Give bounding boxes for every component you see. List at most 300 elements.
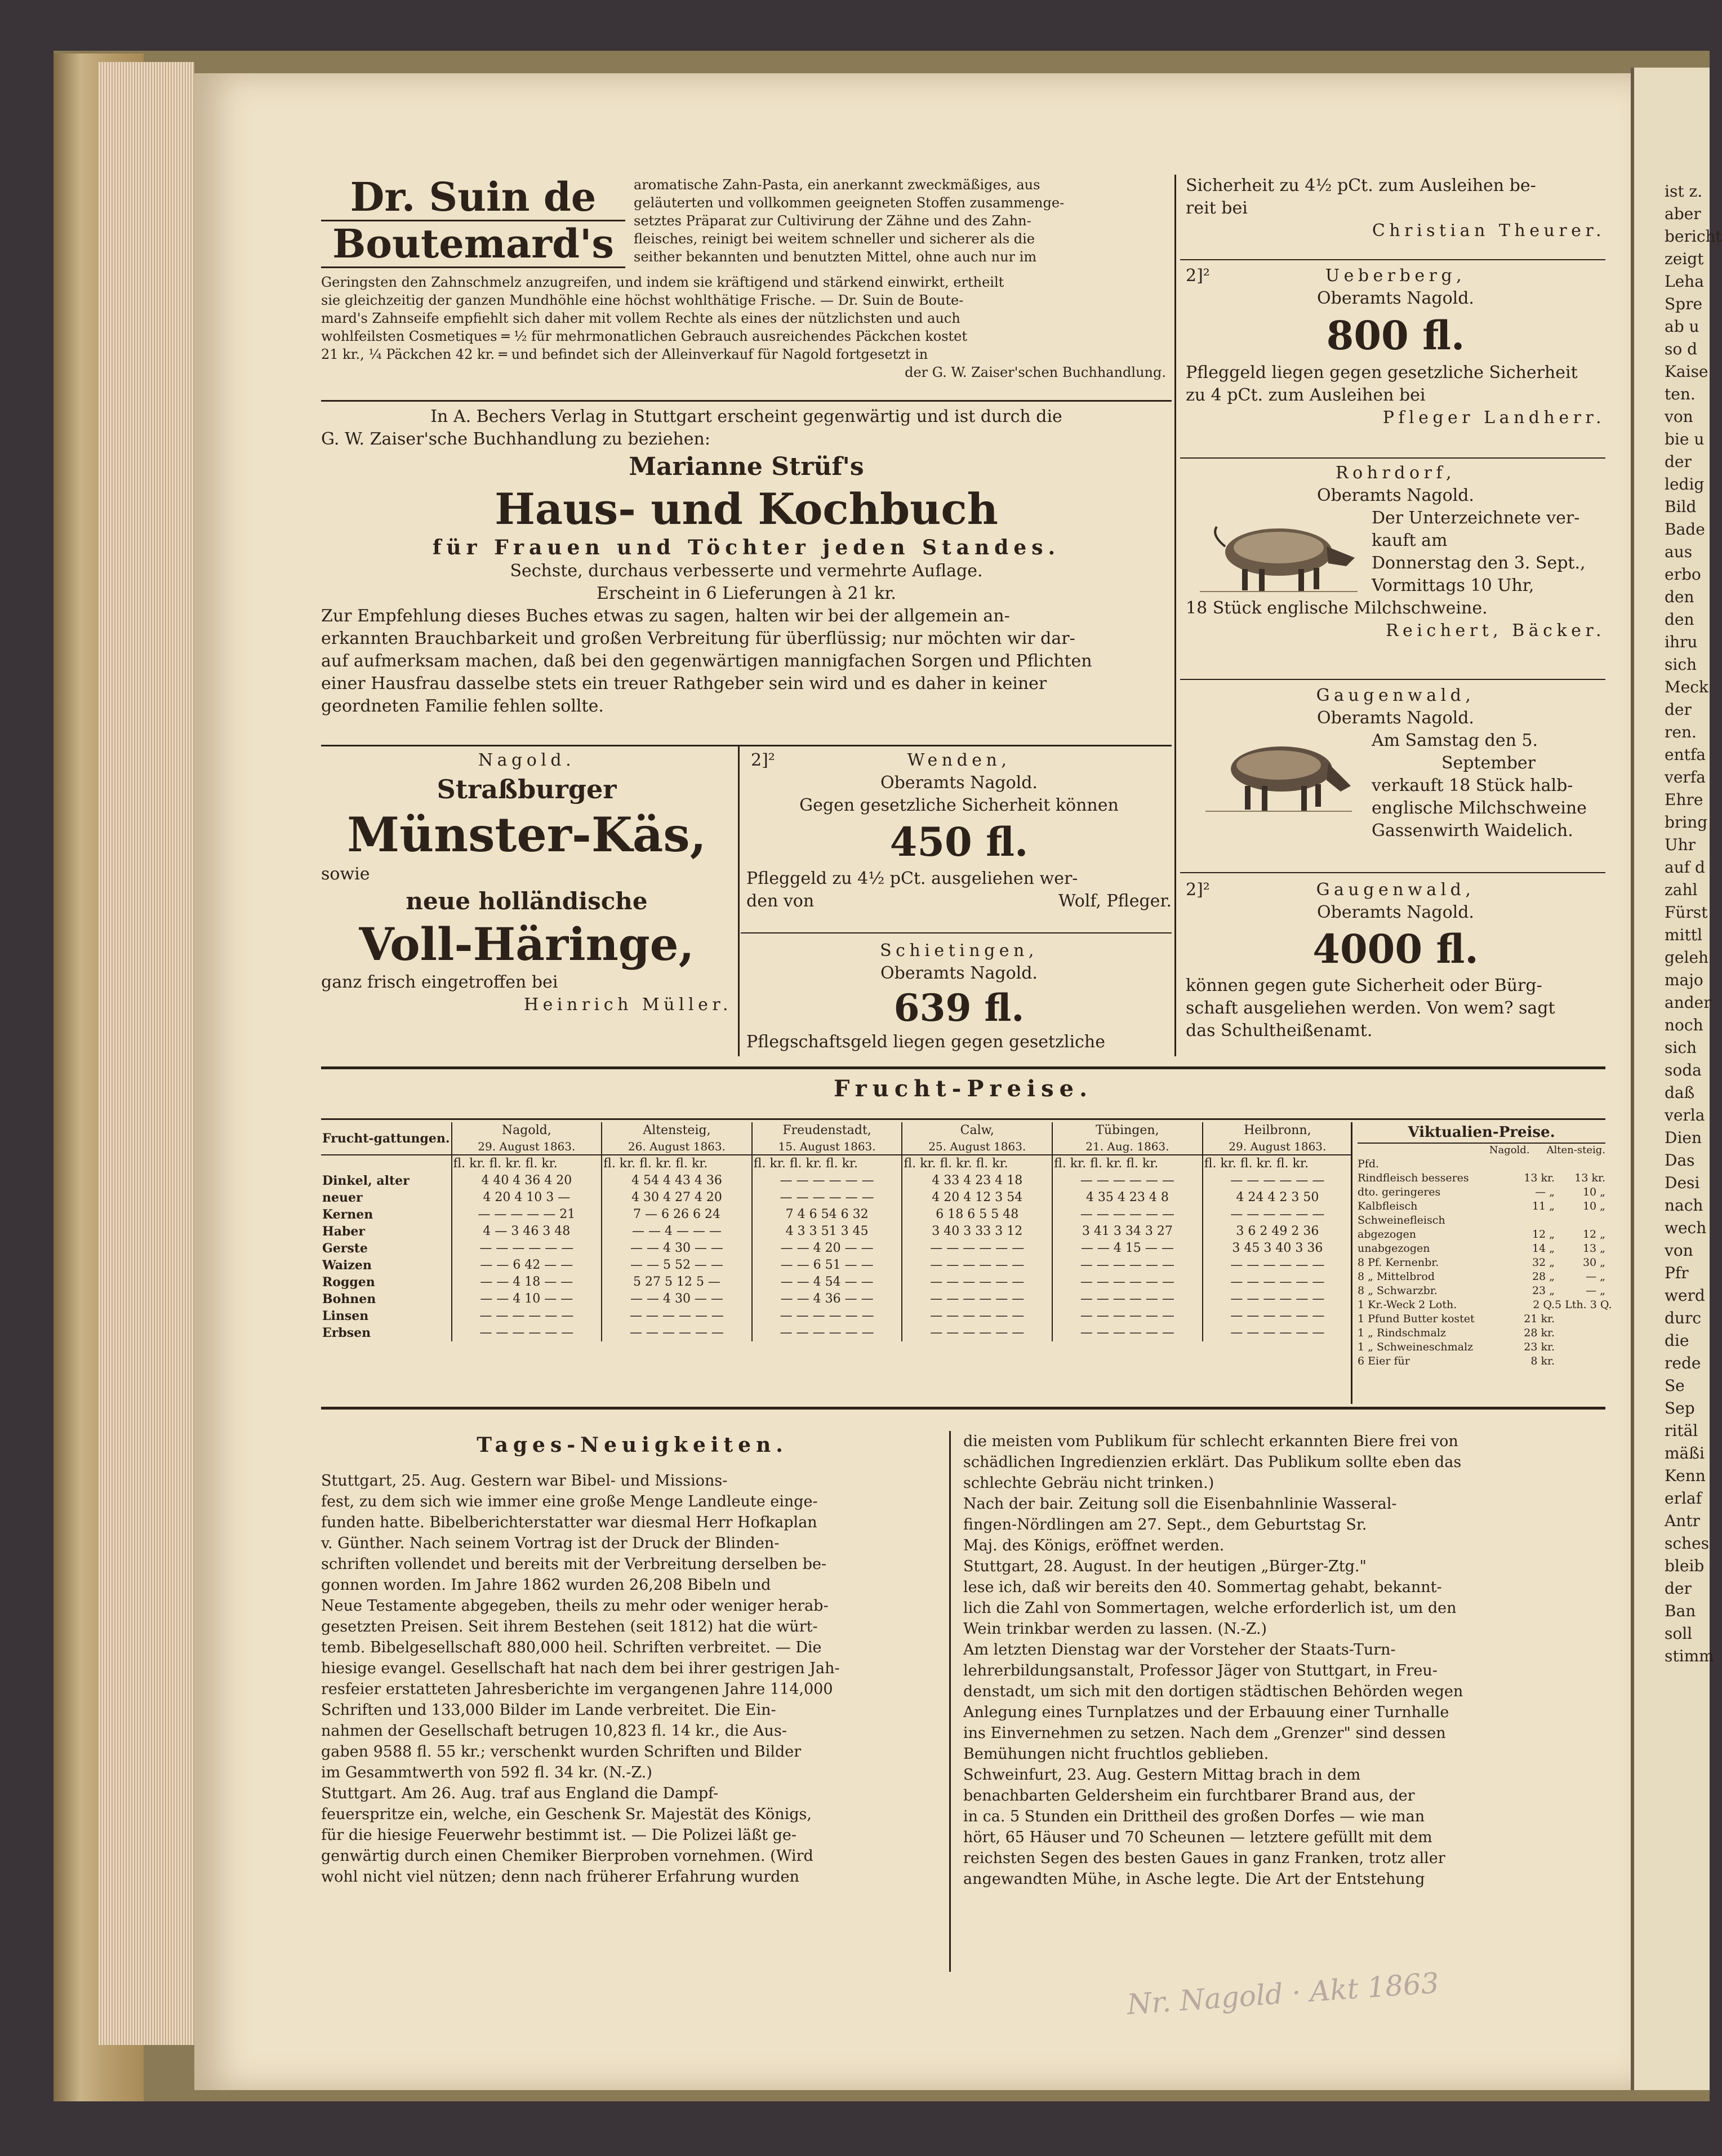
viktual-head: Nagold. [1489,1144,1530,1156]
gaugenwald1-office: Oberamts Nagold. [1317,708,1474,728]
viktual-cell: 1 „ Rindschmalz [1358,1327,1446,1339]
next-page-line: entfa [1665,745,1706,764]
next-page-line: Das [1665,1151,1695,1170]
price-cell: — — — — — — [1230,1173,1325,1188]
rule-thick [321,1066,1605,1069]
rule-thick [321,1407,1605,1410]
next-page-line: wech [1665,1219,1707,1237]
next-page-line: erbo [1665,565,1701,584]
price-cell: — — — — — — [452,1324,602,1341]
viktual-cell [1555,1213,1605,1228]
viktual-cell: 11 „ [1532,1200,1555,1212]
market-name: Calw, [960,1123,994,1137]
gaugenwald2-place: Gaugenwald, [1316,880,1475,900]
next-page-line: ihru [1665,633,1698,651]
next-page-line: stimm [1665,1647,1714,1665]
price-cell: 7 — 6 26 6 24 [602,1206,752,1223]
price-cell: — — — — — — [1052,1291,1203,1308]
price-cell: 4 20 4 12 3 54 [902,1189,1052,1206]
ueberberg-office: Oberamts Nagold. [1317,288,1474,308]
viktual-cell: 6 Eier für [1358,1355,1410,1367]
viktual-row [1358,1298,1612,1312]
news-line: Stuttgart, 25. Aug. Gestern war Bibel- und Missions- [321,1472,728,1490]
viktual-cell: 28 „ [1532,1270,1555,1283]
rohrdorf-office: Oberamts Nagold. [1317,486,1474,505]
kochbuch-title: Haus- und Kochbuch [495,484,998,534]
price-cell: — — — — — — [752,1324,902,1341]
grain-name: Haber [321,1223,452,1240]
ueberberg-ad [1186,265,1605,451]
next-page-line: Pfr [1665,1264,1689,1282]
viktual-cell: abgezogen [1358,1228,1416,1241]
kaes-line2: Münster-Käs, [347,807,706,863]
next-page-line: von [1665,407,1693,426]
price-cell: — — — — — — [452,1240,602,1257]
ueberberg-mark: 2]² [1186,266,1210,286]
suin-title-line2: Boutemard's [321,221,625,268]
rule [321,1118,1605,1120]
next-page-text [1665,180,1722,2039]
kochbuch-body: geordneten Familie fehlen sollte. [321,696,604,716]
column-rule [738,746,740,1056]
rule [1180,457,1605,459]
next-page-line: soda [1665,1061,1702,1079]
gaugenwald1-place: Gaugenwald, [1316,686,1475,705]
news-line: nahmen der Gesellschaft betrugen 10,823 fl. 14 kr., die Aus- [321,1722,787,1740]
price-cell: — — — — — — [1230,1275,1325,1289]
price-row [321,1324,1352,1341]
ueberberg-amount: 800 fl. [1326,312,1465,359]
viktual-cell: 10 „ [1582,1200,1605,1212]
viktual-cell: unabgezogen [1358,1242,1430,1255]
next-page-line: mäßi [1665,1444,1705,1462]
news-line: benachbarten Geldersheim ein furchtbarer Brand aus, der [963,1787,1415,1804]
grain-name: Bohnen [321,1291,452,1308]
price-cell: — — — — — — [1230,1292,1325,1306]
suin-line: 21 kr., ¼ Päckchen 42 kr. ═ und befindet sich der Alleinverkauf für Nagold fortgesetzt in [321,346,928,362]
next-page-line: Spre [1665,295,1703,313]
kaes-ad [321,749,732,1065]
market-date: 15. August 1863. [778,1140,876,1153]
viktual-row [1358,1213,1605,1228]
gaugenwald1-line: September [1441,753,1536,773]
gaugenwald1-line: Gassenwirth Waidelich. [1372,821,1573,841]
price-cell: — — 4 30 — — [602,1240,752,1257]
rohrdorf-line: Vormittags 10 Uhr, [1372,576,1534,595]
price-cell: — — — — — — [1230,1326,1325,1340]
price-cell: — — — — — — [1230,1258,1325,1272]
viktual-row [1358,1199,1605,1213]
ueberberg-line: Pfleggeld liegen gegen gesetzliche Sicherheit [1186,363,1578,383]
news-line: die meisten vom Publikum für schlecht erkannten Biere frei von [963,1433,1458,1450]
viktual-cell: 10 „ [1582,1186,1605,1198]
price-cell: — — — — — — [1052,1257,1203,1274]
rule [1180,679,1605,680]
viktual-row [1358,1228,1605,1242]
price-cell: — — — — — — [1052,1274,1203,1291]
rohrdorf-line: kauft am [1372,531,1448,550]
price-cell: — — 4 20 — — [752,1240,902,1257]
suin-line: fleisches, reinigt bei weitem schneller und sicherer als die [634,231,1035,247]
news-line: Neue Testamente abgegeben, theils zu mehr oder weniger herab- [321,1597,829,1615]
price-cell: 4 40 4 36 4 20 [452,1172,602,1189]
gaugenwald1-line: Am Samstag den 5. [1372,731,1538,750]
price-cell: — — — — — — [752,1172,902,1189]
news-line: schädlichen Ingredienzien erklärt. Das Publikum sollte eben das [963,1453,1462,1471]
news-line: temb. Bibelgesellschaft 880,000 heil. Schriften verbreitet. — Die [321,1639,822,1656]
unit-header: fl. kr. fl. kr. fl. kr. [1204,1157,1309,1171]
viktual-cell: Kalbfleisch [1358,1200,1418,1212]
schietingen-office: Oberamts Nagold. [880,963,1038,983]
wenden-text2: Pfleggeld zu 4½ pCt. ausgeliehen wer- [746,869,1078,888]
price-cell: — — — — — — [752,1189,902,1206]
suin-text-right [634,176,1166,273]
next-page-line: Bild [1665,497,1697,516]
price-cell: 4 24 4 2 3 50 [1236,1190,1319,1204]
kochbuch-ad [321,406,1172,744]
next-page-line: Fürst [1665,903,1708,922]
theurer-line: Sicherheit zu 4½ pCt. zum Ausleihen be- [1186,176,1536,195]
suin-line: wohlfeilsten Cosmetiques ═ ½ für mehrmonatlichen Gebrauch ausreichendes Päckchen kostet [321,328,968,344]
news-line: gaben 9588 fl. 55 kr.; verschenkt wurden Schriften und Bilder [321,1743,802,1761]
next-page-line: der [1665,452,1692,471]
price-cell: 3 40 3 33 3 12 [902,1223,1052,1240]
viktual-cell [1510,1157,1555,1171]
viktual-row [1358,1270,1605,1284]
next-page-line: aber [1665,205,1701,223]
viktual-cell: 8 Pf. Kernenbr. [1358,1256,1439,1269]
price-cell: — — — — — — [902,1308,1052,1324]
price-cell: 7 4 6 54 6 32 [752,1206,902,1223]
rule [1180,259,1605,260]
kaes-place: Nagold. [478,750,576,770]
price-cell: — — — — — — [752,1308,902,1324]
price-cell: — — — — — — [602,1324,752,1341]
price-cell: — — — — — — [1230,1207,1325,1221]
viktual-cell [1555,1312,1605,1326]
gaugenwald1-line: verkauft 18 Stück halb- [1372,776,1573,795]
market-name: Altensteig, [643,1123,711,1137]
viktual-cell: 13 „ [1582,1242,1605,1255]
viktual-cell: — „ [1535,1186,1555,1198]
viktual-head: Alten-steig. [1546,1144,1605,1156]
next-page-line: verfa [1665,768,1706,786]
next-page-line: erlaf [1665,1489,1702,1508]
next-page-line: der [1665,1579,1692,1598]
next-page-line: rede [1665,1354,1701,1372]
next-page-line: sich [1665,655,1697,674]
price-cell: — — 4 30 — — [602,1291,752,1308]
viktual-row [1358,1312,1605,1326]
price-cell: — — — — — — [1052,1308,1203,1324]
rohrdorf-line: 18 Stück englische Milchschweine. [1186,598,1488,618]
price-row [321,1291,1352,1308]
rule [321,745,1172,746]
viktual-cell: — „ [1586,1284,1605,1297]
viktual-cell: 32 „ [1532,1256,1555,1269]
viktual-cell: Rindfleisch besseres [1358,1172,1469,1184]
price-cell: — — — — — — [1052,1206,1203,1223]
price-cell: — — 4 — — — [602,1223,752,1240]
column-rule [1174,175,1176,1056]
rohrdorf-line: Donnerstag den 3. Sept., [1372,553,1586,573]
wenden-text1: Gegen gesetzliche Sicherheit können [799,795,1119,815]
viktual-cell: 23 kr. [1524,1341,1555,1353]
viktual-cell [1555,1157,1605,1171]
column-rule [1351,1122,1352,1404]
column-rule [949,1431,951,1972]
next-page-line: ledig [1665,475,1705,494]
next-page-line: bie u [1665,430,1705,448]
next-page-line: so d [1665,340,1698,358]
next-page-line: den [1665,588,1694,606]
viktual-title: Viktualien-Preise. [1358,1122,1605,1144]
next-page-line: Bade [1665,520,1705,539]
price-cell: — — — — — — [902,1240,1052,1257]
rohrdorf-place: Rohrdorf, [1336,463,1456,483]
news-line: Maj. des Königs, eröffnet werden. [963,1537,1225,1554]
ueberberg-sign: Pfleger Landherr. [1382,408,1605,428]
market-date: 26. August 1863. [628,1140,726,1153]
viktual-cell: 30 „ [1582,1256,1605,1269]
theurer-line: reit bei [1186,198,1248,218]
next-page-line: Ehre [1665,790,1703,809]
news-line: gonnen worden. Im Jahre 1862 wurden 26,208 Bibeln und [321,1576,771,1594]
news-line: v. Günther. Nach seinem Vortrag ist der Druck der Blinden- [321,1535,780,1552]
next-page-line: die [1665,1331,1689,1350]
price-cell: 4 — 3 46 3 48 [452,1223,602,1240]
rule [741,932,1172,933]
price-row [321,1240,1352,1257]
next-page-line: ten. [1665,385,1696,403]
price-row [321,1274,1352,1291]
viktual-cell: dto. geringeres [1358,1186,1441,1198]
gaugenwald2-line: schaft ausgeliehen werden. Von wem? sagt [1186,998,1555,1018]
grain-name: Gerste [321,1240,452,1257]
viktual-cell [1555,1326,1605,1340]
price-cell: — — — — — — [602,1308,752,1324]
page-edges [99,62,194,2045]
news-line: fest, zu dem sich wie immer eine große Menge Landleute einge- [321,1493,818,1510]
market-date: 29. August 1863. [478,1140,576,1153]
viktualien-table [1358,1122,1612,1404]
viktual-cell: 1 Pfund Butter kostet [1358,1313,1475,1325]
grain-header: Frucht-gattungen. [321,1122,452,1155]
kochbuch-body: einer Hausfrau dasselbe stets ein treuer Rathgeber sein wird und es daher in keiner [321,674,1047,694]
pig-icon [1200,732,1358,817]
viktual-cell: 2 Q. [1533,1299,1555,1311]
theurer-ad [1186,175,1605,254]
suin-line: der G. W. Zaiser'schen Buchhandlung. [905,364,1166,380]
price-cell: — — — — — 21 [452,1206,602,1223]
kochbuch-intro: In A. Bechers Verlag in Stuttgart erscheint gegenwärtig und ist durch die [430,407,1062,426]
next-page-line: verla [1665,1106,1705,1124]
viktual-cell: Schweinefleisch [1358,1214,1445,1226]
prices-title: Frucht-Preise. [833,1075,1093,1102]
unit-header: fl. kr. fl. kr. fl. kr. [902,1155,1052,1172]
viktual-cell: 13 kr. [1574,1172,1605,1184]
news-line: im Gesammtwerth von 592 fl. 34 kr. (N.-Z.) [321,1764,652,1781]
news-line: schlechte Gebräu nicht trinken.) [963,1474,1214,1492]
news-line: denstadt, um sich mit den dortigen städtischen Behörden wegen [963,1683,1463,1700]
price-row [321,1223,1352,1240]
kaes-line3: sowie [321,864,370,884]
schietingen-ad [746,940,1172,1064]
gaugenwald2-amount: 4000 fl. [1312,926,1479,972]
kochbuch-subtitle: für Frauen und Töchter jeden Standes. [432,536,1061,559]
next-page-line: von [1665,1241,1693,1260]
kochbuch-body: erkannten Brauchbarkeit und großen Verbreitung für überflüssig; nur möchten wir dar- [321,629,1075,648]
unit-header: fl. kr. fl. kr. fl. kr. [1052,1155,1203,1172]
viktual-row [1358,1185,1605,1199]
price-cell: — — 6 51 — — [752,1257,902,1274]
gaugenwald2-line: das Schultheißenamt. [1186,1021,1373,1041]
viktual-cell: Pfd. [1358,1158,1380,1170]
price-cell: — — 4 54 — — [752,1274,902,1291]
viktual-cell: 5 Lth. 3 Q. [1555,1299,1612,1311]
grain-name: Waizen [321,1257,452,1274]
news-line: Stuttgart. Am 26. Aug. traf aus England die Dampf- [321,1785,719,1802]
gaugenwald2-line: können gegen gute Sicherheit oder Bürg- [1186,976,1542,995]
next-page-line: Kenn [1665,1466,1706,1485]
schietingen-text: Pflegschaftsgeld liegen gegen gesetzliche [746,1032,1105,1052]
viktual-row [1358,1326,1605,1340]
news-line: Wein trinkbar werden zu lassen. (N.-Z.) [963,1620,1267,1638]
viktual-cell [1510,1213,1555,1228]
next-page-line: werd [1665,1286,1705,1305]
price-cell: — — 4 18 — — [452,1274,602,1291]
next-page-line: ren. [1665,723,1697,741]
gaugenwald2-ad [1186,879,1605,1065]
suin-line: aromatische Zahn-Pasta, ein anerkannt zweckmäßiges, aus [634,177,1040,193]
price-cell: — — — — — — [902,1291,1052,1308]
wenden-office: Oberamts Nagold. [880,773,1038,793]
next-page-line: Kaise [1665,362,1708,381]
viktual-row [1358,1256,1605,1270]
price-cell: 4 20 4 10 3 — [452,1189,602,1206]
suin-line: seither bekannten und benutzten Mittel, ohne auch nur im [634,249,1037,265]
price-cell: — — — — — — [1230,1309,1325,1323]
news-line: funden hatte. Bibelberichterstatter war diesmal Herr Hofkaplan [321,1514,817,1531]
grain-name: Erbsen [321,1324,452,1341]
news-line: Bemühungen nicht fruchtlos geblieben. [963,1745,1269,1763]
price-cell: — — — — — — [1052,1172,1203,1189]
wenden-place: Wenden, [907,750,1011,770]
next-page-line: Uhr [1665,835,1696,854]
news-line: Am letzten Dienstag war der Vorsteher der Staats-Turn- [963,1641,1396,1659]
next-page-line: Ban [1665,1602,1696,1620]
grain-name: Linsen [321,1308,452,1324]
schietingen-amount: 639 fl. [893,986,1025,1030]
news-line: angewandten Mühe, in Asche legte. Die Art der Entstehung [963,1870,1425,1888]
market-name: Heilbronn, [1244,1123,1311,1137]
viktual-row [1358,1340,1605,1354]
market-date: 21. Aug. 1863. [1085,1140,1169,1153]
price-cell: — — — — — — [902,1274,1052,1291]
ueberberg-place: Ueberberg, [1325,266,1466,286]
unit-header: fl. kr. fl. kr. fl. kr. [752,1155,902,1172]
pig-icon [1194,513,1363,597]
price-cell: 4 30 4 27 4 20 [602,1189,752,1206]
next-page-line: Antr [1665,1512,1700,1530]
news-line: genwärtig durch einen Chemiker Bierproben vornehmen. (Wird [321,1847,813,1865]
news-left-column [321,1470,944,1972]
ueberberg-line: zu 4 pCt. zum Ausleihen bei [1186,385,1426,405]
price-row [321,1206,1352,1223]
next-page-line: Leha [1665,272,1704,291]
news-line: in ca. 5 Stunden ein Drittheil des großen Dorfes — wie man [963,1808,1425,1825]
next-page-line: geleh [1665,948,1709,967]
gaugenwald2-mark: 2]² [1186,880,1210,900]
wenden-text3: den von [746,891,815,911]
viktual-row [1358,1284,1605,1298]
price-row [321,1172,1352,1189]
viktual-cell: 1 Kr.-Weck 2 Loth. [1358,1299,1457,1311]
viktual-cell: 8 „ Schwarzbr. [1358,1284,1438,1297]
suin-text-full [321,273,1166,386]
suin-title [321,175,625,270]
market-date: 29. August 1863. [1229,1140,1327,1153]
viktual-cell: 8 „ Mittelbrod [1358,1270,1435,1283]
price-cell: — — — — — — [902,1324,1052,1341]
rule [1180,872,1605,873]
price-cell: — — 4 10 — — [452,1291,602,1308]
news-line: für die hiesige Feuerwehr bestimmt ist. — Die Polizei läßt ge- [321,1826,797,1844]
kochbuch-edition: Sechste, durchaus verbesserte und vermehrte Auflage. [510,561,983,581]
next-page-line: bring [1665,813,1708,832]
next-page-line: Se [1665,1376,1685,1395]
wenden-mark: 2]² [751,750,775,770]
viktual-cell [1555,1354,1605,1368]
grain-name: Roggen [321,1274,452,1291]
news-right-column [963,1431,1605,1972]
news-line: Anlegung eines Turnplatzes und der Erbauung einer Turnhalle [963,1704,1449,1721]
price-cell: — — 5 52 — — [602,1257,752,1274]
price-cell: 3 41 3 34 3 27 [1052,1223,1203,1240]
suin-line: Geringsten den Zahnschmelz anzugreifen, und indem sie kräftigend und stärkend einwirkt, ertheilt [321,274,1004,290]
viktual-cell [1555,1340,1605,1354]
suin-line: geläuterten und vollkommen geeigneten Stoffen zusammenge- [634,195,1065,211]
next-page-line: bericht [1665,227,1722,246]
fruit-price-table [321,1122,1352,1404]
next-page-line: ab u [1665,317,1699,336]
news-line: hiesige evangel. Gesellschaft hat nach dem bei ihrer gestrigen Jah- [321,1660,840,1677]
market-date: 25. August 1863. [928,1140,1026,1153]
next-page-line: zeigt [1665,250,1704,268]
price-cell: — — — — — — [452,1308,602,1324]
news-line: resfeier erstatteten Jahresberichte im vergangenen Jahre 114,000 [321,1681,833,1698]
news-line: reichsten Segen des besten Gaues in ganz Franken, trotz aller [963,1850,1445,1867]
grain-name: Kernen [321,1206,452,1223]
next-page-line: aus [1665,543,1693,561]
next-page-line: zahl [1665,881,1698,899]
viktual-cell: 12 „ [1532,1228,1555,1241]
price-cell: — — 4 15 — — [1052,1240,1203,1257]
news-line: lehrerbildungsanstalt, Professor Jäger von Stuttgart, in Freu- [963,1662,1438,1679]
wenden-amount: 450 fl. [889,819,1029,865]
price-cell: 5 27 5 12 5 — [602,1274,752,1291]
schietingen-place: Schietingen, [880,941,1038,961]
price-cell: 4 35 4 23 4 8 [1052,1189,1203,1206]
rule [321,400,1172,402]
gaugenwald1-line: englische Milchschweine [1372,798,1587,818]
kaes-line6: ganz frisch eingetroffen bei [321,972,558,992]
news-line: lich die Zahl von Sommertagen, welche erforderlich ist, um den [963,1599,1457,1617]
price-cell: 4 54 4 43 4 36 [602,1172,752,1189]
unit-header: fl. kr. fl. kr. fl. kr. [452,1155,602,1172]
news-line: lese ich, daß wir bereits den 40. Sommertag gehabt, bekannt- [963,1579,1442,1596]
price-cell: 6 18 6 5 5 48 [902,1206,1052,1223]
